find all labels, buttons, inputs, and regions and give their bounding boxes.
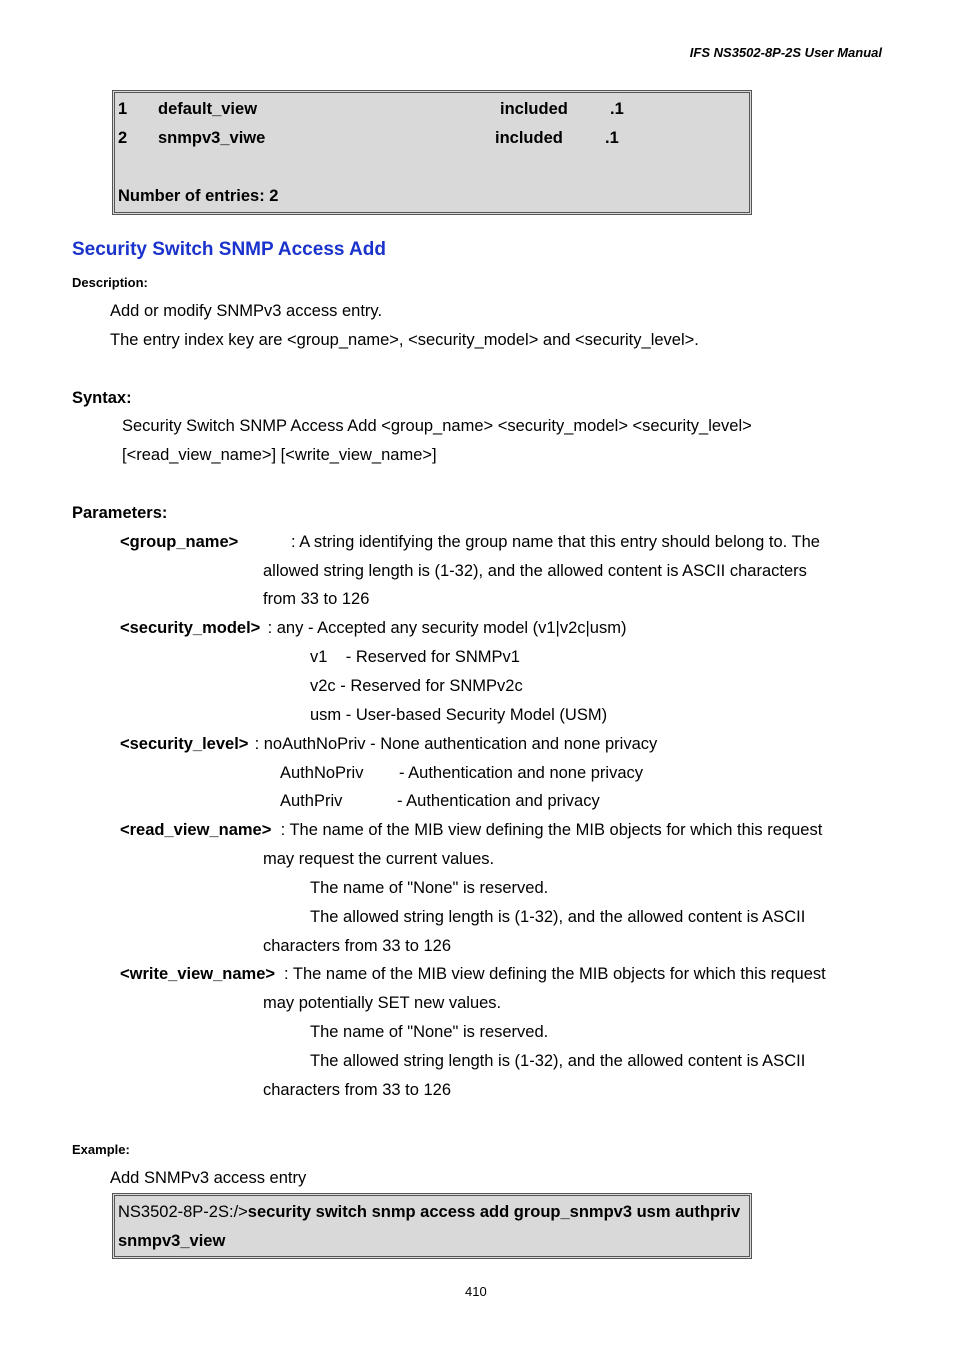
example-label: Example: (72, 1142, 130, 1157)
table-row-name: default_view (158, 100, 258, 118)
param-description: characters from 33 to 126 (263, 937, 452, 955)
param-description: : any - Accepted any security model (v1|v2c|usm) (263, 619, 627, 637)
command-text: security switch snmp access add group_snmpv3 usm authpriv (247, 1203, 741, 1221)
description-line: Add or modify SNMPv3 access entry. (110, 302, 383, 320)
param-description: - Authentication and privacy (397, 792, 600, 810)
table-row-subtree: .1 (610, 100, 624, 118)
param-write-view-name: <write_view_name> (120, 965, 276, 983)
table-row-index: 2 (118, 129, 128, 147)
param-group-name: <group_name> (120, 533, 239, 551)
param-description: may potentially SET new values. (263, 994, 502, 1012)
param-description: The allowed string length is (1-32), and the allowed content is ASCII (310, 908, 806, 926)
param-description: AuthNoPriv (280, 764, 364, 782)
command-prompt: NS3502-8P-2S:/> (118, 1203, 248, 1221)
param-description: usm - User-based Security Model (USM) (310, 706, 608, 724)
param-description: The allowed string length is (1-32), and the allowed content is ASCII (310, 1052, 806, 1070)
param-description: - Authentication and none privacy (399, 764, 643, 782)
description-line: The entry index key are <group_name>, <security_model> and <security_level>. (110, 331, 699, 349)
entries-count: Number of entries: 2 (118, 187, 279, 205)
section-title: Security Switch SNMP Access Add (72, 239, 386, 260)
param-security-model: <security_model> (120, 619, 261, 637)
param-description: : noAuthNoPriv - None authentication and none privacy (250, 735, 658, 753)
param-security-level: <security_level> (120, 735, 249, 753)
document-header: IFS NS3502-8P-2S User Manual (689, 45, 882, 60)
parameters-label: Parameters: (72, 504, 168, 522)
param-description: from 33 to 126 (263, 590, 370, 608)
param-description: v2c - Reserved for SNMPv2c (310, 677, 523, 695)
description-label: Description: (72, 275, 148, 290)
example-intro: Add SNMPv3 access entry (110, 1169, 307, 1187)
param-description: : The name of the MIB view defining the MIB objects for which this request (284, 965, 826, 983)
page-number: 410 (465, 1284, 487, 1299)
table-row-type: included (500, 100, 568, 118)
table-row-type: included (495, 129, 563, 147)
param-description: may request the current values. (263, 850, 495, 868)
param-read-view-name: <read_view_name> (120, 821, 272, 839)
table-row-subtree: .1 (605, 129, 619, 147)
syntax-line: [<read_view_name>] [<write_view_name>] (122, 446, 437, 464)
example-line-1 (118, 1204, 740, 1221)
table-row-name: snmpv3_viwe (158, 129, 266, 147)
param-description: v1 - Reserved for SNMPv1 (310, 648, 520, 666)
syntax-line: Security Switch SNMP Access Add <group_name> <security_model> <security_level> (122, 417, 752, 435)
syntax-label: Syntax: (72, 389, 132, 407)
param-description: : A string identifying the group name that this entry should belong to. The (291, 533, 820, 551)
param-description: allowed string length is (1-32), and the allowed content is ASCII characters (263, 562, 807, 580)
param-description: characters from 33 to 126 (263, 1081, 452, 1099)
example-line-2: snmpv3_view (118, 1232, 226, 1250)
param-description: : The name of the MIB view defining the MIB objects for which this request (276, 821, 823, 839)
param-description: The name of "None" is reserved. (310, 1023, 549, 1041)
param-description: AuthPriv (280, 792, 343, 810)
table-row-index: 1 (118, 100, 128, 118)
param-description: The name of "None" is reserved. (310, 879, 549, 897)
